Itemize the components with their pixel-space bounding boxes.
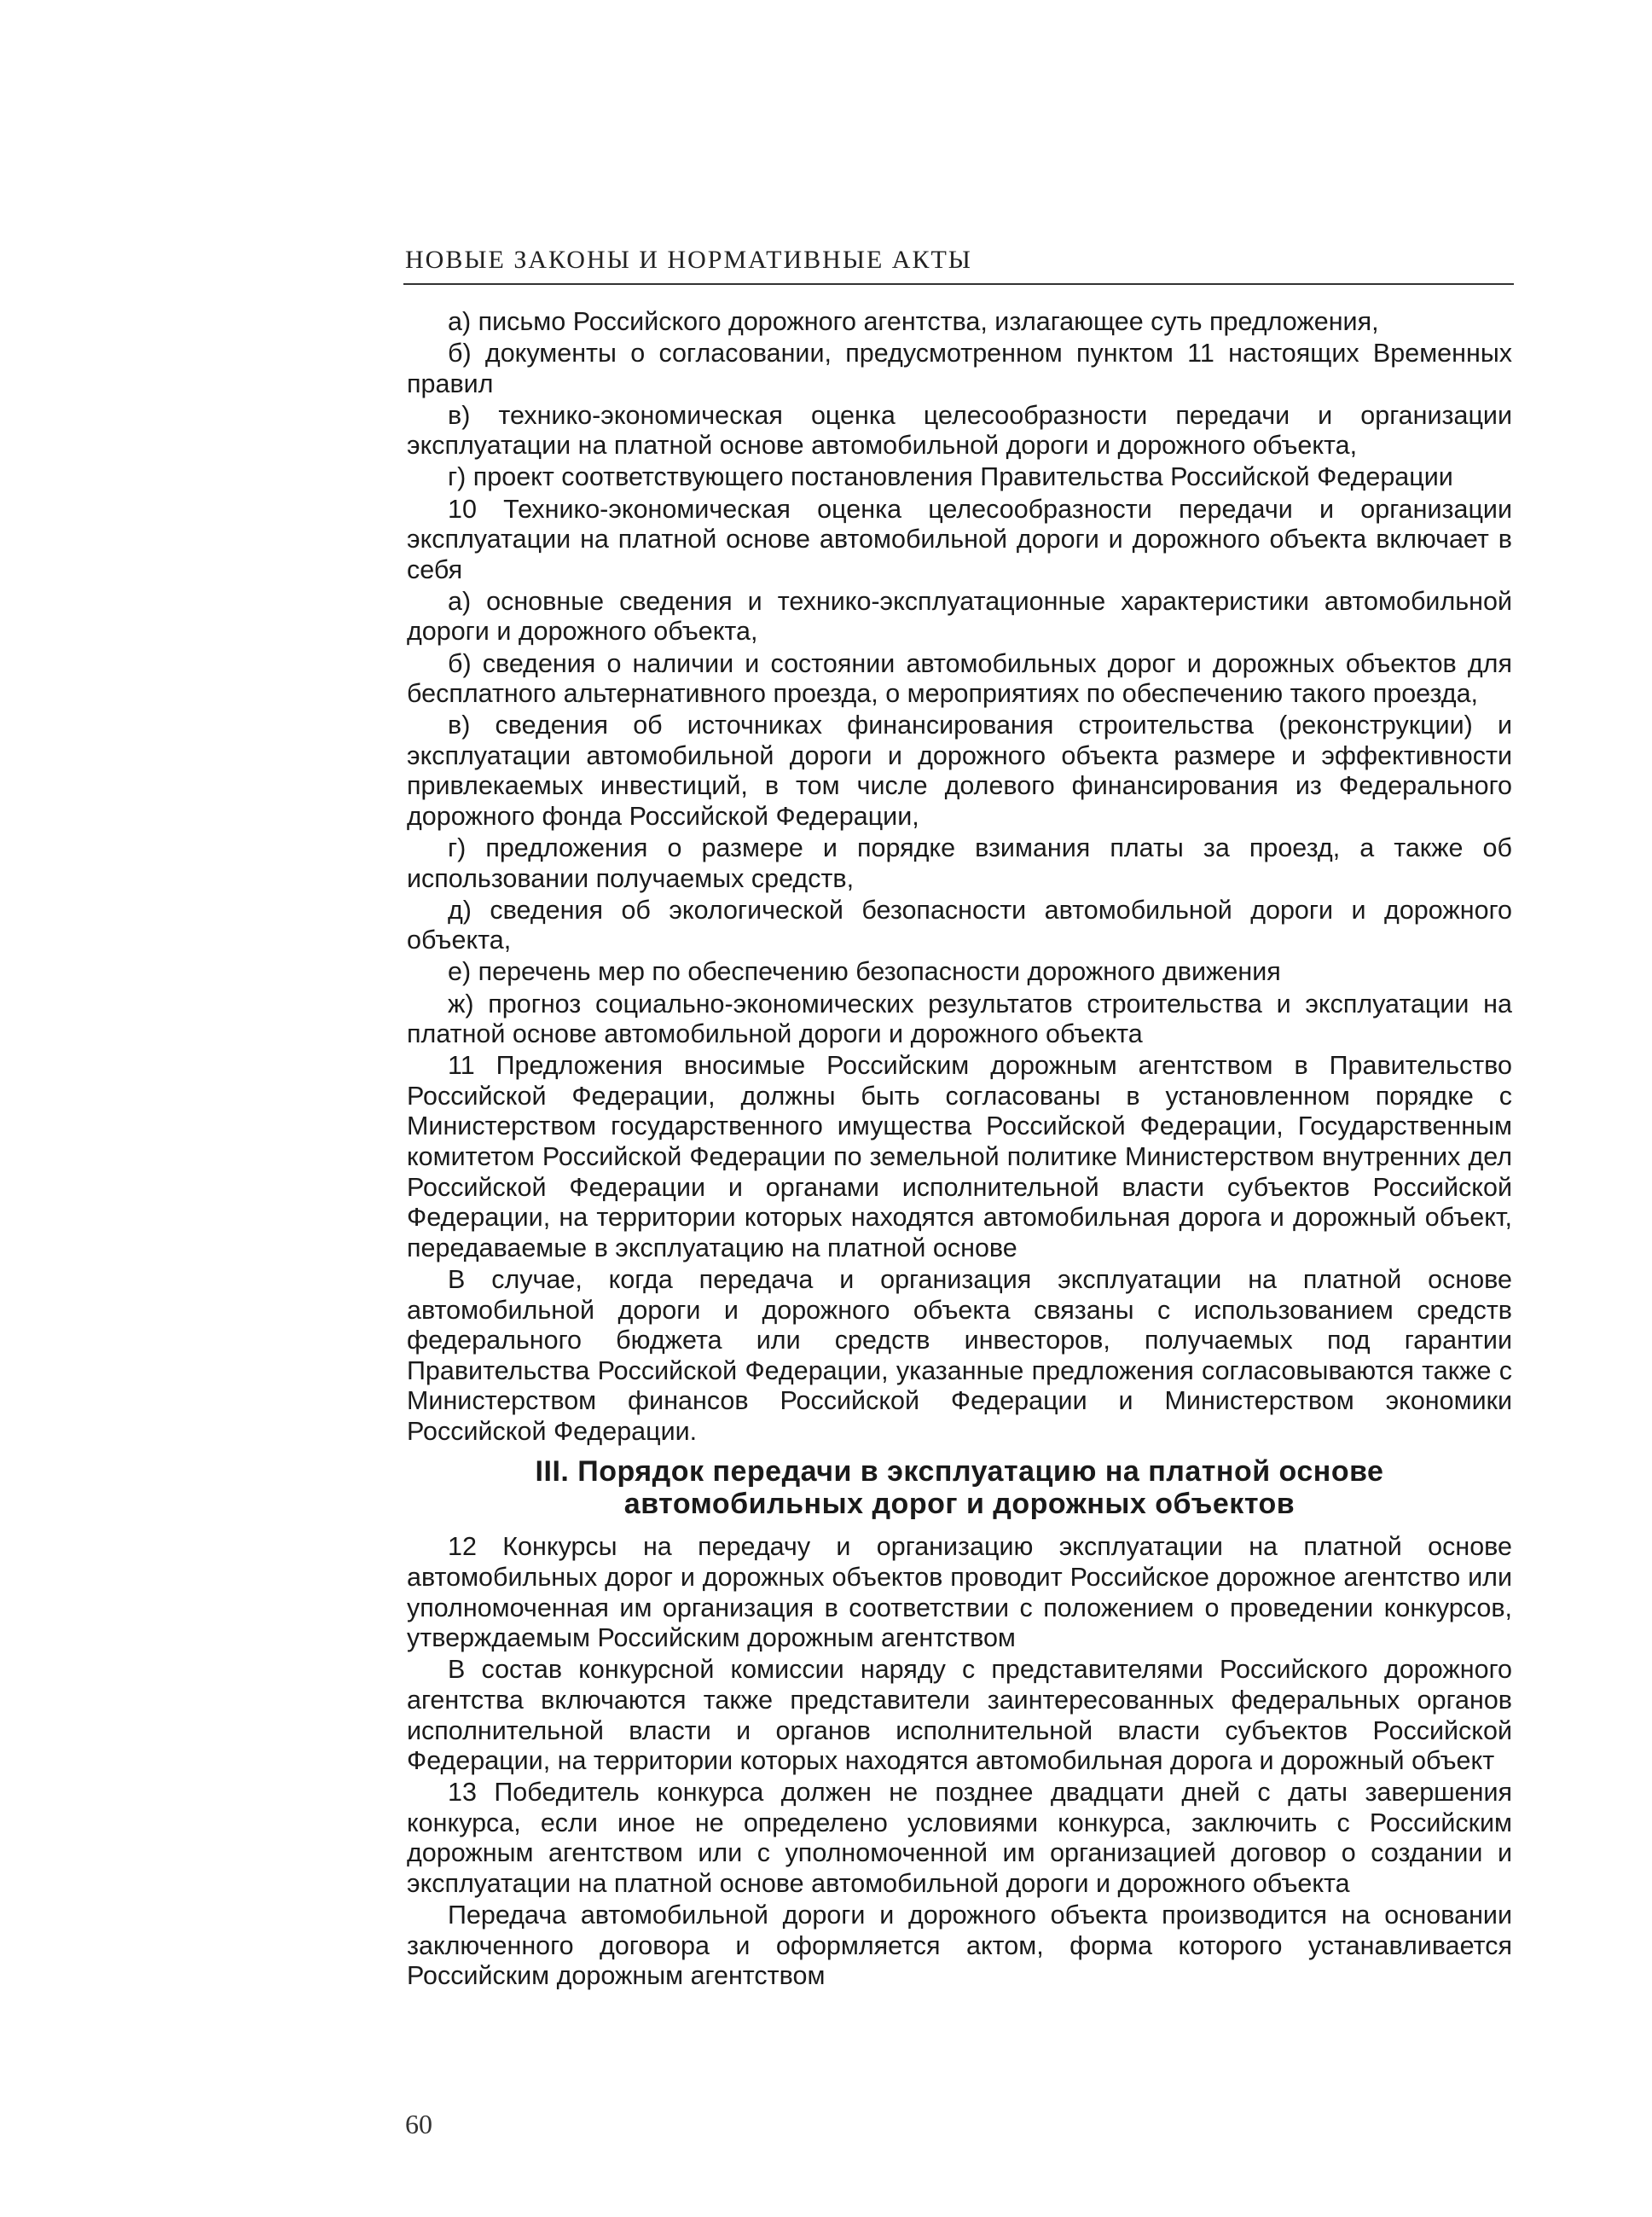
paragraph: Передача автомобильной дороги и дорожного объекта производится на основании заключенного договора и оформляется актом, форма которого устанавливается Российским дорожным агентством [407,1901,1512,1991]
paragraph: 12 Конкурсы на передачу и организацию эксплуатации на платной основе автомобильных дорог и дорожных объектов проводит Российское дорожное агентство или уполномоченная им организация в соответствии с положением о проведении конкурсов, утверждаемым Российским дорожным агентством [407,1532,1512,1653]
section-heading-line: III. Порядок передачи в эксплуатацию на платной основе [535,1455,1384,1489]
paragraph: а) основные сведения и технико-эксплуатационные характеристики автомобильной дороги и дорожного объекта, [407,586,1512,647]
paragraph: 11 Предложения вносимые Российским дорожным агентством в Правительство Российской Федерации, должны быть согласованы в установленном порядке с Министерством государственного имущества Российской Федерации, Государственным комитетом Российской Федерации по земельной политике Министерством внутренних дел Российской Федерации и органами исполнительной власти субъектов Российской Федерации, на территории которых находятся автомобильная дорога и дорожный объект, передаваемые в эксплуатацию на платной основе [407,1051,1512,1262]
running-header: НОВЫЕ ЗАКОНЫ И НОРМАТИВНЫЕ АКТЫ [405,246,972,274]
paragraph: в) сведения об источниках финансирования строительства (реконструкции) и эксплуатации автомобильной дороги и дорожного объекта размере и эффективности привлекаемых инвестиций, в том числе долевого финансирования из Федерального дорожного фонда Российской Федерации, [407,711,1512,831]
paragraph: б) сведения о наличии и состоянии автомобильных дорог и дорожных объектов для бесплатного альтернативного проезда, о мероприятиях по обеспечению такого проезда, [407,648,1512,709]
paragraph: 10 Технико-экономическая оценка целесообразности передачи и организации эксплуатации на платной основе автомобильной дороги и дорожного объекта включает в себя [407,494,1512,584]
paragraph: г) предложения о размере и порядке взимания платы за проезд, а также об использовании получаемых средств, [407,833,1512,893]
body-text [407,307,1512,1993]
section-heading [407,1455,1512,1520]
paragraph: б) документы о согласовании, предусмотренном пунктом 11 настоящих Временных правил [407,339,1512,398]
page-number: 60 [405,2109,432,2139]
header-rule [403,283,1514,285]
paragraph: е) перечень мер по обеспечению безопасности дорожного движения [448,957,1281,987]
paragraph: в) технико-экономическая оценка целесообразности передачи и организации эксплуатации на платной основе автомобильной дороги и дорожного объекта, [407,400,1512,461]
paragraph: а) письмо Российского дорожного агентства, излагающее суть предложения, [448,307,1379,336]
paragraph: ж) прогноз социально-экономических результатов строительства и эксплуатации на платной основе автомобильной дороги и дорожного объекта [407,989,1512,1049]
paragraph: В случае, когда передача и организация эксплуатации на платной основе автомобильной дороги и дорожного объекта связаны с использованием средств федерального бюджета или средств инвесторов, получаемых под гарантии Правительства Российской Федерации, указанные предложения согласовываются также с Министерством финансов Российской Федерации и Министерством экономики Российской Федерации. [407,1264,1512,1446]
paragraph: д) сведения об экологической безопасности автомобильной дороги и дорожного объекта, [407,895,1512,955]
paragraph: г) проект соответствующего постановления Правительства Российской Федерации [448,462,1453,492]
section-heading-line: автомобильных дорог и дорожных объектов [623,1488,1296,1521]
paragraph: В состав конкурсной комиссии наряду с представителями Российского дорожного агентства включаются также представители заинтересованных федеральных органов исполнительной власти и органов исполнительной власти субъектов Российской Федерации, на территории которых находятся автомобильная дорога и дорожный объект [407,1655,1512,1776]
paragraph: 13 Победитель конкурса должен не позднее двадцати дней с даты завершения конкурса, если иное не определено условиями конкурса, заключить с Российским дорожным агентством или с уполномоченной им организацией договор о создании и эксплуатации на платной основе автомобильной дороги и дорожного объекта [407,1778,1512,1898]
